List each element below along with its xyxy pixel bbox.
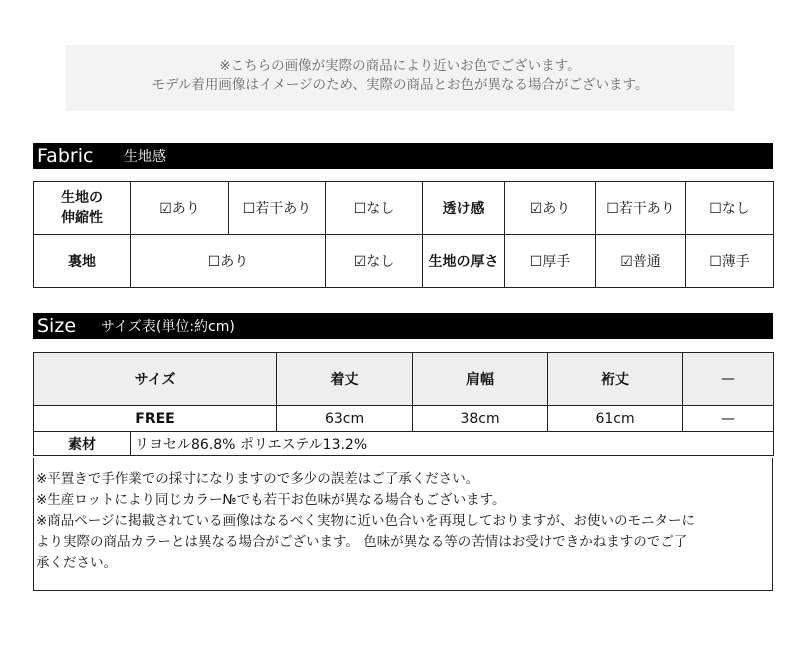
size-header-extra: — xyxy=(683,353,774,406)
sheer-option-slight: ☐若干あり xyxy=(596,182,686,235)
size-header-sleeve: 裄丈 xyxy=(548,353,683,406)
stretch-option-slight: ☐若干あり xyxy=(229,182,326,235)
lining-label: 裏地 xyxy=(34,235,131,288)
notice-banner xyxy=(66,45,734,111)
size-cell-name: FREE xyxy=(34,406,277,432)
stretch-option-yes: ☑あり xyxy=(131,182,229,235)
material-row xyxy=(34,432,774,456)
material-label: 素材 xyxy=(34,432,131,456)
material-value: リヨセル86.8% ポリエステル13.2% xyxy=(131,432,774,456)
lining-option-none: ☑なし xyxy=(326,235,423,288)
notes-box xyxy=(33,458,773,591)
size-cell-length: 63cm xyxy=(277,406,413,432)
fabric-row-lining xyxy=(34,235,774,288)
sheer-option-yes: ☑あり xyxy=(505,182,596,235)
note-line: ※生産ロットにより同じカラー№でも若干お色味が異なる場合もございます。 xyxy=(36,492,506,508)
size-table xyxy=(33,352,774,456)
thickness-option-normal: ☑普通 xyxy=(596,235,686,288)
note-line: ※平置きで手作業での採寸になりますので多少の誤差はご了承ください。 xyxy=(36,471,480,487)
fabric-row-stretch xyxy=(34,182,774,235)
size-cell-shoulder: 38cm xyxy=(413,406,548,432)
sheer-option-none: ☐なし xyxy=(686,182,774,235)
size-title-jp: サイズ表(単位:約cm) xyxy=(101,319,235,335)
size-section-header xyxy=(33,313,773,339)
note-line: ※商品ページに掲載されている画像はなるべく実物に近い色合いを再現しておりますが、お使いのモニターに xyxy=(36,513,696,529)
fabric-title-en: Fabric xyxy=(37,145,94,167)
stretch-option-none: ☐なし xyxy=(326,182,423,235)
thickness-label: 生地の厚さ xyxy=(423,235,505,288)
size-cell-sleeve: 61cm xyxy=(548,406,683,432)
fabric-title-jp: 生地感 xyxy=(124,149,166,165)
size-title-en: Size xyxy=(37,315,77,337)
fabric-table xyxy=(33,181,774,288)
sheer-label: 透け感 xyxy=(423,182,505,235)
thickness-option-thick: ☐厚手 xyxy=(505,235,596,288)
size-row-free xyxy=(34,406,774,432)
notice-line-1: ※こちらの画像が実際の商品により近いお色でございます。 xyxy=(219,58,581,74)
note-line: より実際の商品カラーとは異なる場合がございます。 色味が異なる等の苦情はお受けできかねますのでご了 xyxy=(36,534,688,550)
size-header-size: サイズ xyxy=(34,353,277,406)
thickness-option-thin: ☐薄手 xyxy=(686,235,774,288)
lining-option-yes: ☐あり xyxy=(131,235,326,288)
size-header-length: 着丈 xyxy=(277,353,413,406)
notice-line-2: モデル着用画像はイメージのため、実際の商品とお色が異なる場合がございます。 xyxy=(151,77,649,93)
note-line: 承ください。 xyxy=(36,555,117,571)
size-header-row xyxy=(34,353,774,406)
stretch-label: 生地の 伸縮性 xyxy=(34,182,131,235)
size-header-shoulder: 肩幅 xyxy=(413,353,548,406)
fabric-section-header xyxy=(33,143,773,169)
size-cell-extra: — xyxy=(683,406,774,432)
